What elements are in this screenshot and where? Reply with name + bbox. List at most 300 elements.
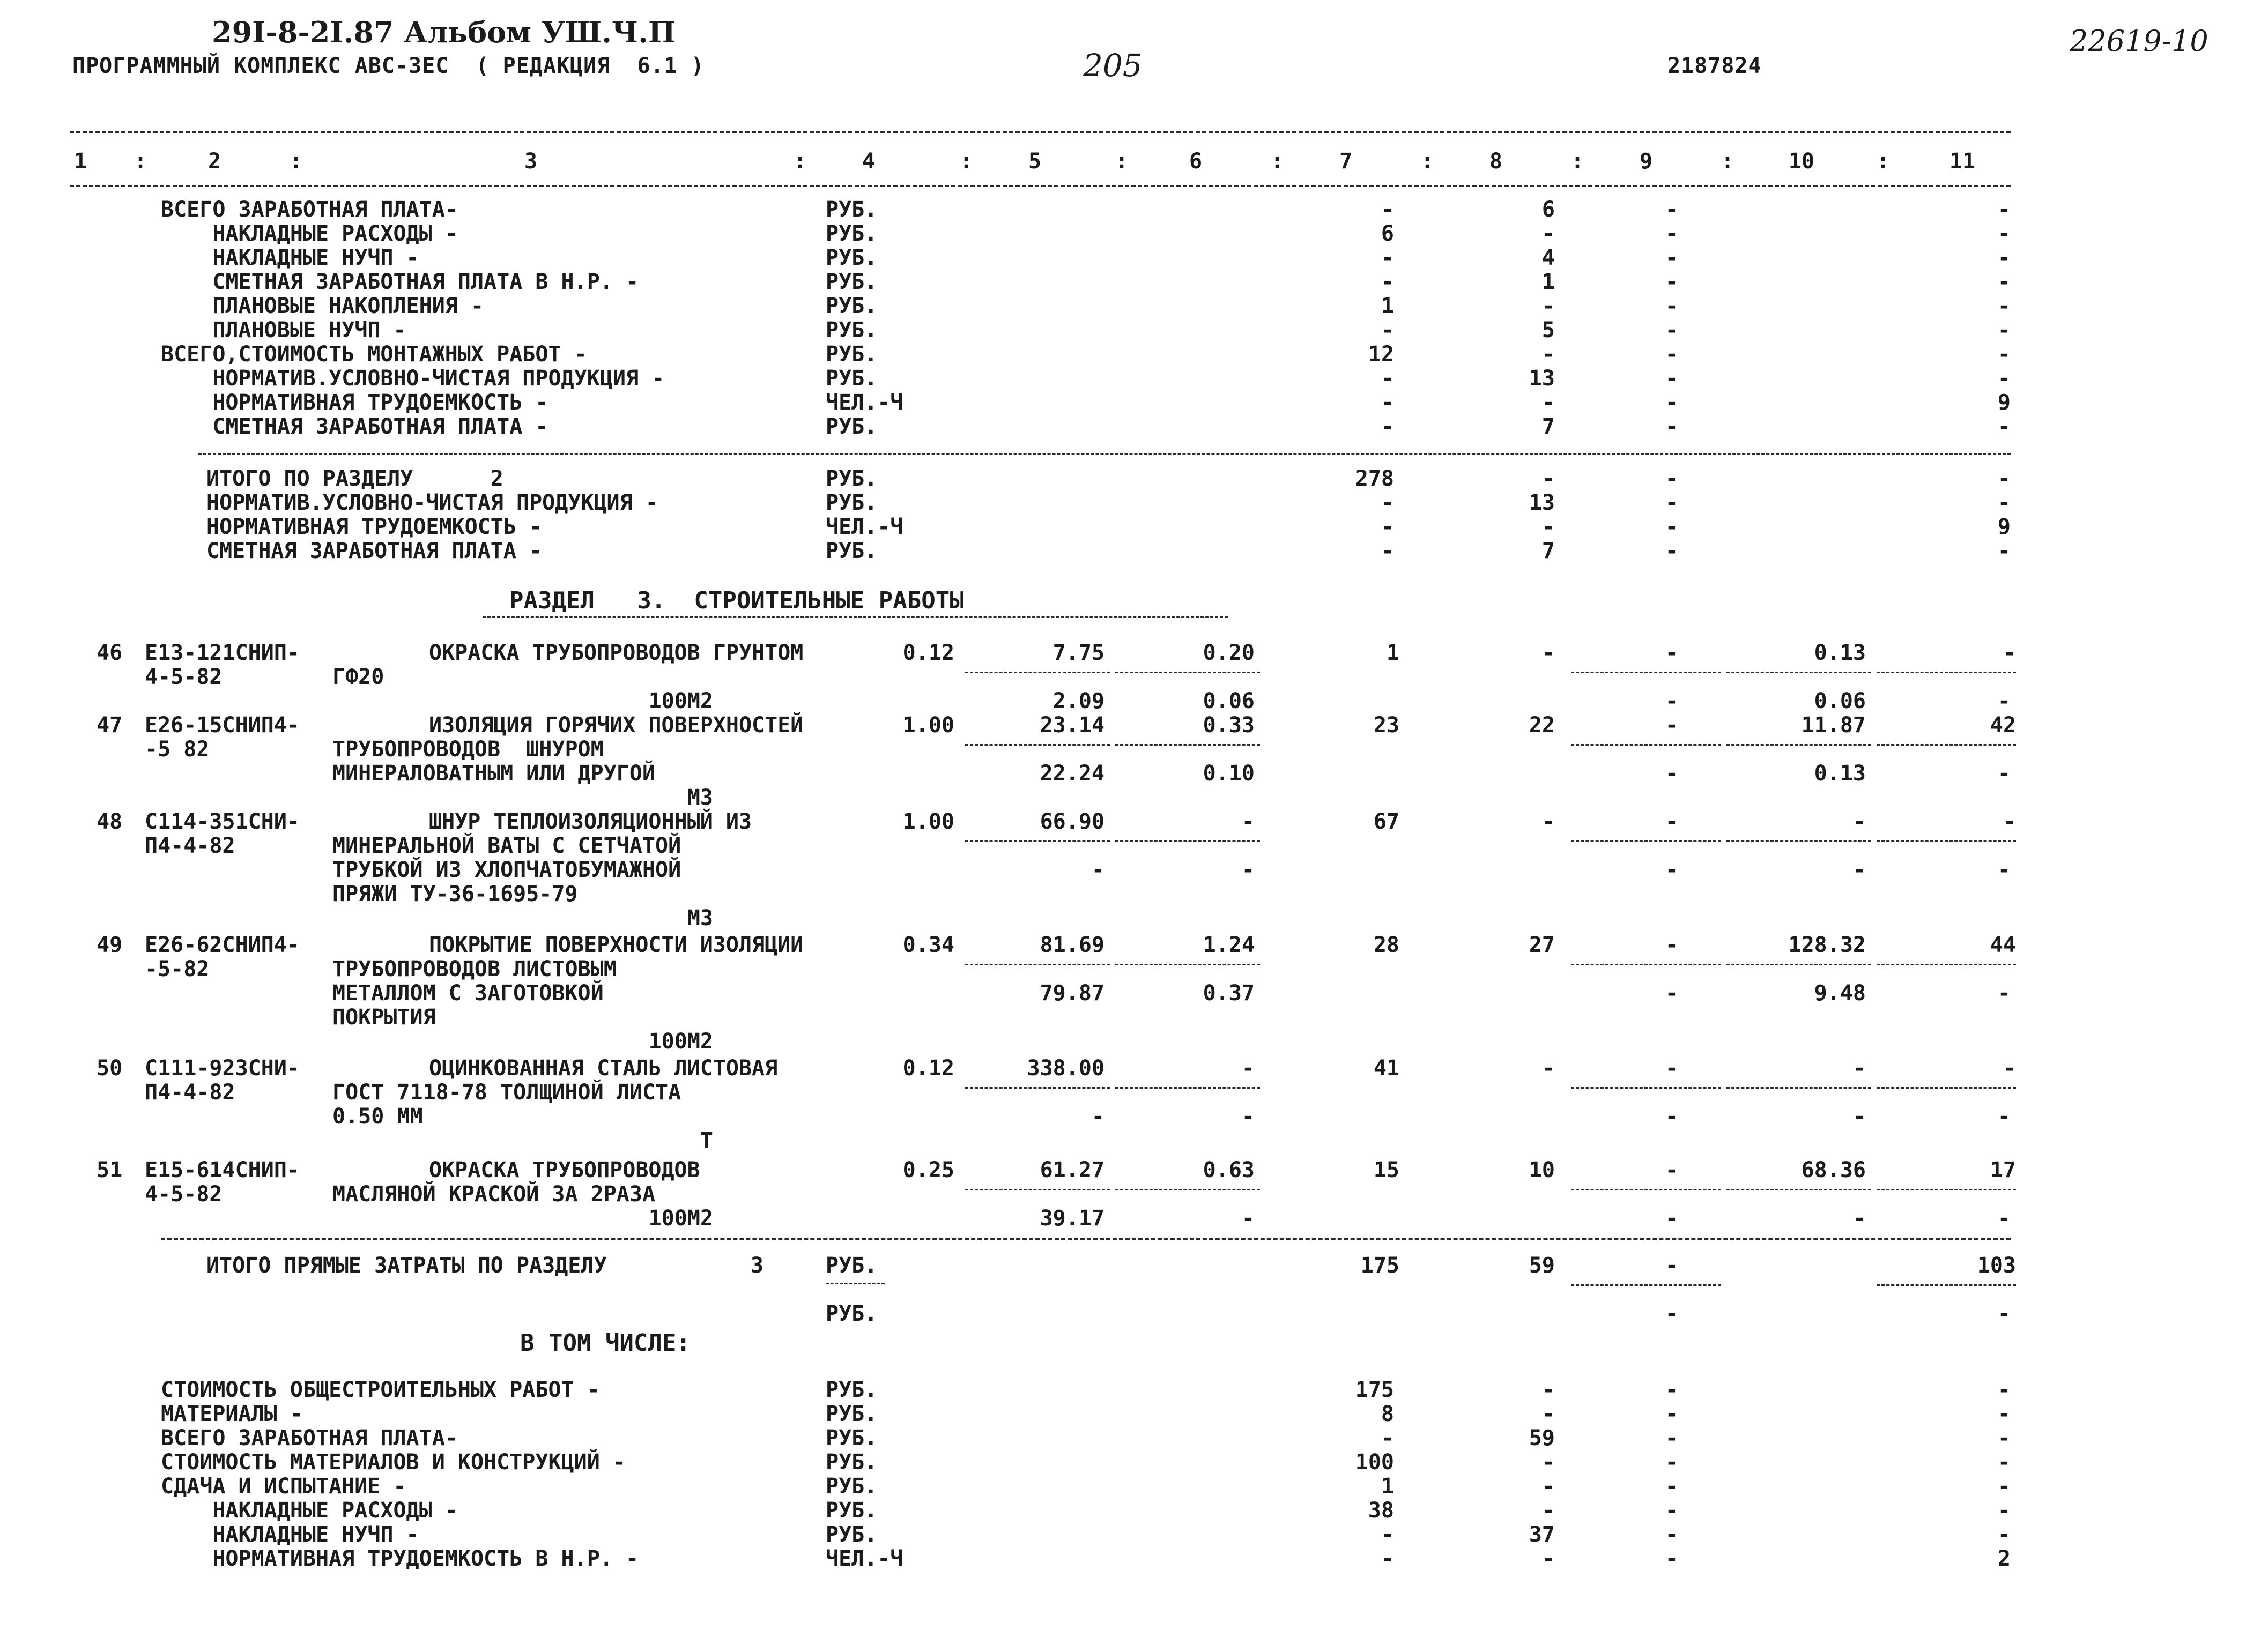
item-col10: 11.87 [1801,713,1866,738]
breakdown-row-col9: - [1665,1378,1678,1402]
item-description: ИЗОЛЯЦИЯ ГОРЯЧИХ ПОВЕРХНОСТЕЙ [429,713,804,738]
item-description: ПОКРЫТИЯ [332,1005,436,1030]
dashed-rule [965,744,1110,746]
column-header-5: 5 [1028,149,1042,174]
item-unit: Т [700,1128,713,1153]
document-code: 2187824 [1667,54,1762,78]
breakdown-row-col9: - [1665,1450,1678,1475]
item-unit-wage: 79.87 [1040,981,1104,1006]
item-quantity: 1.00 [902,809,954,834]
dashed-rule [1115,1189,1260,1190]
section-total-row-unit: РУБ. [826,490,878,515]
summary-row-col11: - [1997,197,2011,222]
section-total-row-col8: - [1541,515,1555,539]
dashed-rule [1571,744,1721,746]
section-total-row-col7: - [1381,539,1394,563]
summary-row-col9: - [1665,197,1678,222]
summary-row-col7: - [1381,390,1394,415]
item-unit: М3 [687,785,713,810]
item-code: Е13-121СНИП- [145,641,300,665]
item-description: МЕТАЛЛОМ С ЗАГОТОВКОЙ [332,981,604,1006]
section-total-row-col11: - [1997,490,2011,515]
summary-row-col9: - [1665,390,1678,415]
section-total-row-label: СМЕТНАЯ ЗАРАБОТНАЯ ПЛАТА - [206,539,543,563]
section-total-row-col8: - [1541,466,1555,491]
summary-row-col11: - [1997,318,2011,343]
column-header-7: 7 [1339,149,1353,174]
section-total-row-unit: РУБ. [826,466,878,491]
section-title: РАЗДЕЛ 3. СТРОИТЕЛЬНЫЕ РАБОТЫ [509,587,964,614]
total-col9-sub: - [1665,1301,1678,1326]
column-header-2: 2 [207,149,221,174]
column-header-3: 3 [524,149,538,174]
item-col9-sub: - [1665,981,1678,1006]
item-col10-sub: - [1852,1206,1866,1231]
summary-row-col7: - [1381,366,1394,391]
column-separator: : [960,149,973,174]
dashed-rule [965,672,1110,673]
item-col9-sub: - [1665,1206,1678,1231]
summary-row-unit: РУБ. [826,318,878,343]
summary-row-label: ПЛАНОВЫЕ НУЧП - [161,318,406,343]
item-quantity: 1.00 [902,713,954,738]
item-quantity: 0.12 [902,1056,954,1081]
item-code-suffix: 4-5-82 [145,665,223,689]
item-unit-price: 338.00 [1027,1056,1104,1081]
dashed-rule [965,1189,1110,1190]
dashed-rule [1115,840,1260,842]
section-total-row-unit: РУБ. [826,539,878,563]
item-total-cost: 67 [1373,809,1399,834]
item-total-cost: 15 [1373,1158,1399,1182]
breakdown-row-col7: 100 [1355,1450,1394,1475]
item-col10-sub: 0.13 [1814,761,1866,786]
item-unit-price: 7.75 [1052,641,1104,665]
summary-row-col8: 5 [1541,318,1555,343]
item-machine-wage: - [1241,1104,1255,1129]
summary-row-col11: - [1997,414,2011,439]
summary-row-col9: - [1665,294,1678,318]
breakdown-row-col7: 1 [1381,1474,1394,1499]
item-total-cost: 23 [1373,713,1399,738]
summary-row-label: НОРМАТИВ.УСЛОВНО-ЧИСТАЯ ПРОДУКЦИЯ - [161,366,665,391]
summary-row-unit: РУБ. [826,342,878,367]
item-total-wage: 22 [1529,713,1555,738]
column-separator: : [1271,149,1284,174]
item-col11: 17 [1990,1158,2016,1182]
dashed-rule [1571,964,1721,965]
summary-row-unit: РУБ. [826,270,878,294]
breakdown-row-col8: - [1541,1378,1555,1402]
item-col10-sub: 9.48 [1814,981,1866,1006]
dashed-rule [1726,964,1871,965]
item-machine-wage: 0.10 [1203,761,1255,786]
dashed-rule [965,1087,1110,1089]
section-total-row-col11: 9 [1997,515,2011,539]
breakdown-row-col8: - [1541,1474,1555,1499]
summary-row-label: ПЛАНОВЫЕ НАКОПЛЕНИЯ - [161,294,484,318]
summary-row-col9: - [1665,366,1678,391]
section-total-row-col9: - [1665,515,1678,539]
breakdown-row-label: НАКЛАДНЫЕ НУЧП - [161,1522,419,1547]
summary-row-unit: РУБ. [826,245,878,270]
breakdown-row-col11: - [1997,1426,2011,1450]
item-quantity: 0.12 [902,641,954,665]
breakdown-row-unit: РУБ. [826,1426,878,1450]
item-description: ШНУР ТЕПЛОИЗОЛЯЦИОННЫЙ ИЗ [429,809,752,834]
summary-row-col7: - [1381,270,1394,294]
item-quantity: 0.25 [902,1158,954,1182]
dashed-rule [1571,840,1721,842]
item-col9-sub: - [1665,689,1678,713]
breakdown-row-col7: 8 [1381,1402,1394,1426]
item-machine-price: 0.63 [1203,1158,1255,1182]
dashed-rule [1877,744,2016,746]
item-total-wage: - [1541,1056,1555,1081]
column-header-1: 1 [73,149,87,174]
section-total-row-col7: - [1381,515,1394,539]
summary-row-col8: - [1541,342,1555,367]
breakdown-row-label: СТОИМОСТЬ МАТЕРИАЛОВ И КОНСТРУКЦИЙ - [161,1450,626,1475]
breakdown-row-label: ВСЕГО ЗАРАБОТНАЯ ПЛАТА- [161,1426,458,1450]
dashed-rule [1726,840,1871,842]
item-col9: - [1665,713,1678,738]
summary-row-label: НОРМАТИВНАЯ ТРУДОЕМКОСТЬ - [161,390,548,415]
section-total-row-col7: - [1381,490,1394,515]
dashed-rule [198,453,2011,455]
item-total-wage: - [1541,809,1555,834]
summary-row-col8: - [1541,221,1555,246]
summary-row-label: НАКЛАДНЫЕ НУЧП - [161,245,419,270]
dashed-rule [965,840,1110,842]
dashed-rule [1877,840,2016,842]
item-description: ТРУБОПРОВОДОВ ЛИСТОВЫМ [332,957,617,981]
item-unit-wage: 2.09 [1052,689,1104,713]
item-col11: - [2003,809,2016,834]
summary-row-col8: 1 [1541,270,1555,294]
summary-row-unit: РУБ. [826,294,878,318]
breakdown-row-col7: 38 [1368,1498,1394,1523]
item-col10-sub: - [1852,1104,1866,1129]
column-separator: : [1877,149,1890,174]
breakdown-row-col8: 37 [1529,1522,1555,1547]
summary-row-unit: ЧЕЛ.-Ч [826,390,903,415]
dashed-rule [483,616,1228,618]
breakdown-row-col7: - [1381,1546,1394,1571]
item-col11-sub: - [1997,858,2011,882]
dashed-rule [1115,964,1260,965]
archive-stamp: 22619-10 [2070,24,2208,58]
breakdown-row-col11: - [1997,1474,2011,1499]
summary-row-label: ВСЕГО ЗАРАБОТНАЯ ПЛАТА- [161,197,458,222]
item-col11-sub: - [1997,689,2011,713]
summary-row-col8: 7 [1541,414,1555,439]
item-unit: 100М2 [648,689,713,713]
dashed-rule [1877,1087,2016,1089]
item-description: ОКРАСКА ТРУБОПРОВОДОВ ГРУНТОМ [429,641,804,665]
item-description: ОКРАСКА ТРУБОПРОВОДОВ [429,1158,700,1182]
summary-row-label: СМЕТНАЯ ЗАРАБОТНАЯ ПЛАТА В Н.Р. - [161,270,639,294]
item-unit-price: 23.14 [1040,713,1104,738]
breakdown-row-col9: - [1665,1426,1678,1450]
total-direct-costs-label: ИТОГО ПРЯМЫЕ ЗАТРАТЫ ПО РАЗДЕЛУ [206,1253,607,1278]
item-code: Е26-15СНИП4- [145,713,300,738]
breakdown-row-label: НАКЛАДНЫЕ РАСХОДЫ - [161,1498,458,1523]
item-unit: 100М2 [648,1206,713,1231]
breakdown-row-col9: - [1665,1546,1678,1571]
breakdown-row-unit: РУБ. [826,1498,878,1523]
item-unit-price: 61.27 [1040,1158,1104,1182]
item-col11-sub: - [1997,761,2011,786]
item-total-wage: 10 [1529,1158,1555,1182]
item-unit-wage: 22.24 [1040,761,1104,786]
total-unit-secondary: РУБ. [826,1301,878,1326]
item-unit: М3 [687,906,713,931]
dashed-rule [1877,1189,2016,1190]
item-description: МИНЕРАЛЬНОЙ ВАТЫ С СЕТЧАТОЙ [332,834,681,858]
item-machine-price: 1.24 [1203,933,1255,957]
item-col10: 0.13 [1814,641,1866,665]
summary-row-col9: - [1665,318,1678,343]
item-description: 0.50 ММ [332,1104,423,1129]
summary-row-col8: 13 [1529,366,1555,391]
item-code-suffix: -5 82 [145,737,210,762]
breakdown-row-col11: - [1997,1498,2011,1523]
summary-row-col11: - [1997,221,2011,246]
item-machine-price: 0.33 [1203,713,1255,738]
breakdown-row-unit: ЧЕЛ.-Ч [826,1546,903,1571]
section-total-row-unit: ЧЕЛ.-Ч [826,515,903,539]
breakdown-row-col9: - [1665,1522,1678,1547]
item-col9-sub: - [1665,1104,1678,1129]
summary-row-col11: - [1997,270,2011,294]
item-description: ТРУБКОЙ ИЗ ХЛОПЧАТОБУМАЖНОЙ [332,858,681,882]
item-col9: - [1665,1056,1678,1081]
column-separator: : [1721,149,1734,174]
item-description: ГОСТ 7118-78 ТОЛЩИНОЙ ЛИСТА [332,1080,681,1105]
section-total-row-col7: 278 [1355,466,1394,491]
item-number: 50 [97,1056,123,1081]
item-number: 48 [97,809,123,834]
summary-row-col7: - [1381,245,1394,270]
item-col11: 44 [1990,933,2016,957]
item-col9-sub: - [1665,858,1678,882]
item-unit-wage: 39.17 [1040,1206,1104,1231]
item-col11-sub: - [1997,1206,2011,1231]
summary-row-col8: - [1541,390,1555,415]
dashed-rule [1877,672,2016,673]
summary-row-col8: 6 [1541,197,1555,222]
column-header-4: 4 [862,149,876,174]
item-machine-price: - [1241,1056,1255,1081]
breakdown-row-col7: - [1381,1522,1394,1547]
summary-row-col9: - [1665,221,1678,246]
column-header-11: 11 [1949,149,1976,174]
summary-row-col7: 12 [1368,342,1394,367]
total-col11: 103 [1977,1253,2016,1278]
breakdown-row-col8: - [1541,1498,1555,1523]
dashed-rule [1726,1189,1871,1190]
breakdown-row-unit: РУБ. [826,1450,878,1475]
column-separator: : [1571,149,1584,174]
dashed-rule [1115,672,1260,673]
summary-row-unit: РУБ. [826,366,878,391]
item-code-suffix: П4-4-82 [145,1080,235,1105]
dashed-rule [1571,1189,1721,1190]
column-separator: : [794,149,807,174]
item-machine-wage: 0.06 [1203,689,1255,713]
dashed-rule [965,964,1110,965]
item-code-suffix: -5-82 [145,957,210,981]
item-unit-wage: - [1091,858,1104,882]
breakdown-row-col8: - [1541,1546,1555,1571]
item-number: 49 [97,933,123,957]
summary-row-unit: РУБ. [826,197,878,222]
item-col11-sub: - [1997,981,2011,1006]
breakdown-row-label: МАТЕРИАЛЫ - [161,1402,303,1426]
summary-row-label: ВСЕГО,СТОИМОСТЬ МОНТАЖНЫХ РАБОТ - [161,342,587,367]
item-total-cost: 1 [1386,641,1399,665]
item-code-suffix: П4-4-82 [145,834,235,858]
item-machine-price: - [1241,809,1255,834]
summary-row-col11: - [1997,366,2011,391]
total-col11-sub: - [1997,1301,2011,1326]
summary-row-col7: - [1381,318,1394,343]
item-description: ПОКРЫТИЕ ПОВЕРХНОСТИ ИЗОЛЯЦИИ [429,933,804,957]
page-number: 205 [1083,47,1143,84]
dashed-rule [1115,744,1260,746]
item-description: ТРУБОПРОВОДОВ ШНУРОМ [332,737,604,762]
item-description: МАСЛЯНОЙ КРАСКОЙ ЗА 2РАЗА [332,1182,656,1207]
summary-row-col11: - [1997,342,2011,367]
section-total-row-col11: - [1997,539,2011,563]
breakdown-row-col9: - [1665,1402,1678,1426]
item-machine-price: 0.20 [1203,641,1255,665]
breakdown-row-col8: - [1541,1402,1555,1426]
item-col9-sub: - [1665,761,1678,786]
summary-row-col8: - [1541,294,1555,318]
dashed-rule [161,1238,2011,1240]
column-separator: : [134,149,147,174]
section-total-row-col9: - [1665,539,1678,563]
table-rule-top [70,131,2011,133]
section-total-row-label: ИТОГО ПО РАЗДЕЛУ 2 [206,466,503,491]
column-separator: : [1115,149,1129,174]
item-number: 47 [97,713,123,738]
item-machine-wage: - [1241,858,1255,882]
item-col10-sub: 0.06 [1814,689,1866,713]
breakdown-row-col11: - [1997,1522,2011,1547]
breakdown-row-col8: - [1541,1450,1555,1475]
item-col10: 68.36 [1801,1158,1866,1182]
item-unit-wage: - [1091,1104,1104,1129]
column-separator: : [290,149,303,174]
item-unit-price: 81.69 [1040,933,1104,957]
summary-row-col8: 4 [1541,245,1555,270]
summary-row-col11: - [1997,294,2011,318]
item-code: Е15-614СНИП- [145,1158,300,1182]
total-col9: - [1665,1253,1678,1278]
breakdown-row-col11: - [1997,1450,2011,1475]
breakdown-row-col7: - [1381,1426,1394,1450]
section-total-row-col8: 13 [1529,490,1555,515]
summary-row-label: НАКЛАДНЫЕ РАСХОДЫ - [161,221,458,246]
dashed-rule [1726,672,1871,673]
album-title: 29I-8-2I.87 Альбом УШ.Ч.П [212,15,676,49]
breakdown-row-unit: РУБ. [826,1402,878,1426]
section-total-row-col8: 7 [1541,539,1555,563]
item-total-cost: 28 [1373,933,1399,957]
dashed-rule [826,1283,885,1284]
dashed-rule [1571,1087,1721,1089]
item-col10: - [1852,809,1866,834]
item-col9: - [1665,641,1678,665]
item-col10-sub: - [1852,858,1866,882]
item-total-wage: - [1541,641,1555,665]
summary-row-col9: - [1665,270,1678,294]
breakdown-row-unit: РУБ. [826,1474,878,1499]
total-unit: РУБ. [826,1253,878,1278]
item-col11: 42 [1990,713,2016,738]
dashed-rule [1571,672,1721,673]
column-header-10: 10 [1788,149,1815,174]
summary-row-unit: РУБ. [826,221,878,246]
item-unit-price: 66.90 [1040,809,1104,834]
item-machine-wage: - [1241,1206,1255,1231]
dashed-rule [1877,964,2016,965]
item-machine-wage: 0.37 [1203,981,1255,1006]
dashed-rule [1726,1087,1871,1089]
item-description: ОЦИНКОВАННАЯ СТАЛЬ ЛИСТОВАЯ [429,1056,778,1081]
item-code-suffix: 4-5-82 [145,1182,223,1207]
item-col9: - [1665,933,1678,957]
total-section-number: 3 [751,1253,764,1278]
item-number: 51 [97,1158,123,1182]
item-number: 46 [97,641,123,665]
breakdown-row-col8: 59 [1529,1426,1555,1450]
summary-row-unit: РУБ. [826,414,878,439]
item-description: МИНЕРАЛОВАТНЫМ ИЛИ ДРУГОЙ [332,761,656,786]
breakdown-row-col11: - [1997,1378,2011,1402]
summary-row-col9: - [1665,245,1678,270]
breakdown-row-label: НОРМАТИВНАЯ ТРУДОЕМКОСТЬ В Н.Р. - [161,1546,639,1571]
item-col11-sub: - [1997,1104,2011,1129]
breakdown-row-col9: - [1665,1474,1678,1499]
summary-row-col9: - [1665,342,1678,367]
item-col9: - [1665,809,1678,834]
section-total-row-label: НОРМАТИВНАЯ ТРУДОЕМКОСТЬ - [206,515,543,539]
section-total-row-col11: - [1997,466,2011,491]
dashed-rule [1726,744,1871,746]
item-code: Е26-62СНИП4- [145,933,300,957]
dashed-rule [1877,1284,2016,1286]
breakdown-row-label: СТОИМОСТЬ ОБЩЕСТРОИТЕЛЬНЫХ РАБОТ - [161,1378,600,1402]
item-code: С114-351СНИ- [145,809,300,834]
item-col10: - [1852,1056,1866,1081]
item-total-cost: 41 [1373,1056,1399,1081]
breakdown-row-col9: - [1665,1498,1678,1523]
table-rule-header [70,185,2011,187]
breakdown-row-col11: - [1997,1402,2011,1426]
item-col11: - [2003,1056,2016,1081]
total-col8: 59 [1529,1253,1555,1278]
item-unit: 100М2 [648,1029,713,1054]
column-header-9: 9 [1639,149,1653,174]
summary-row-col7: - [1381,197,1394,222]
breakdown-row-label: СДАЧА И ИСПЫТАНИЕ - [161,1474,406,1499]
summary-row-col11: 9 [1997,390,2011,415]
program-title: ПРОГРАММНЫЙ КОМПЛЕКС АВС-3ЕС ( РЕДАКЦИЯ 6.1 ) [72,54,705,78]
